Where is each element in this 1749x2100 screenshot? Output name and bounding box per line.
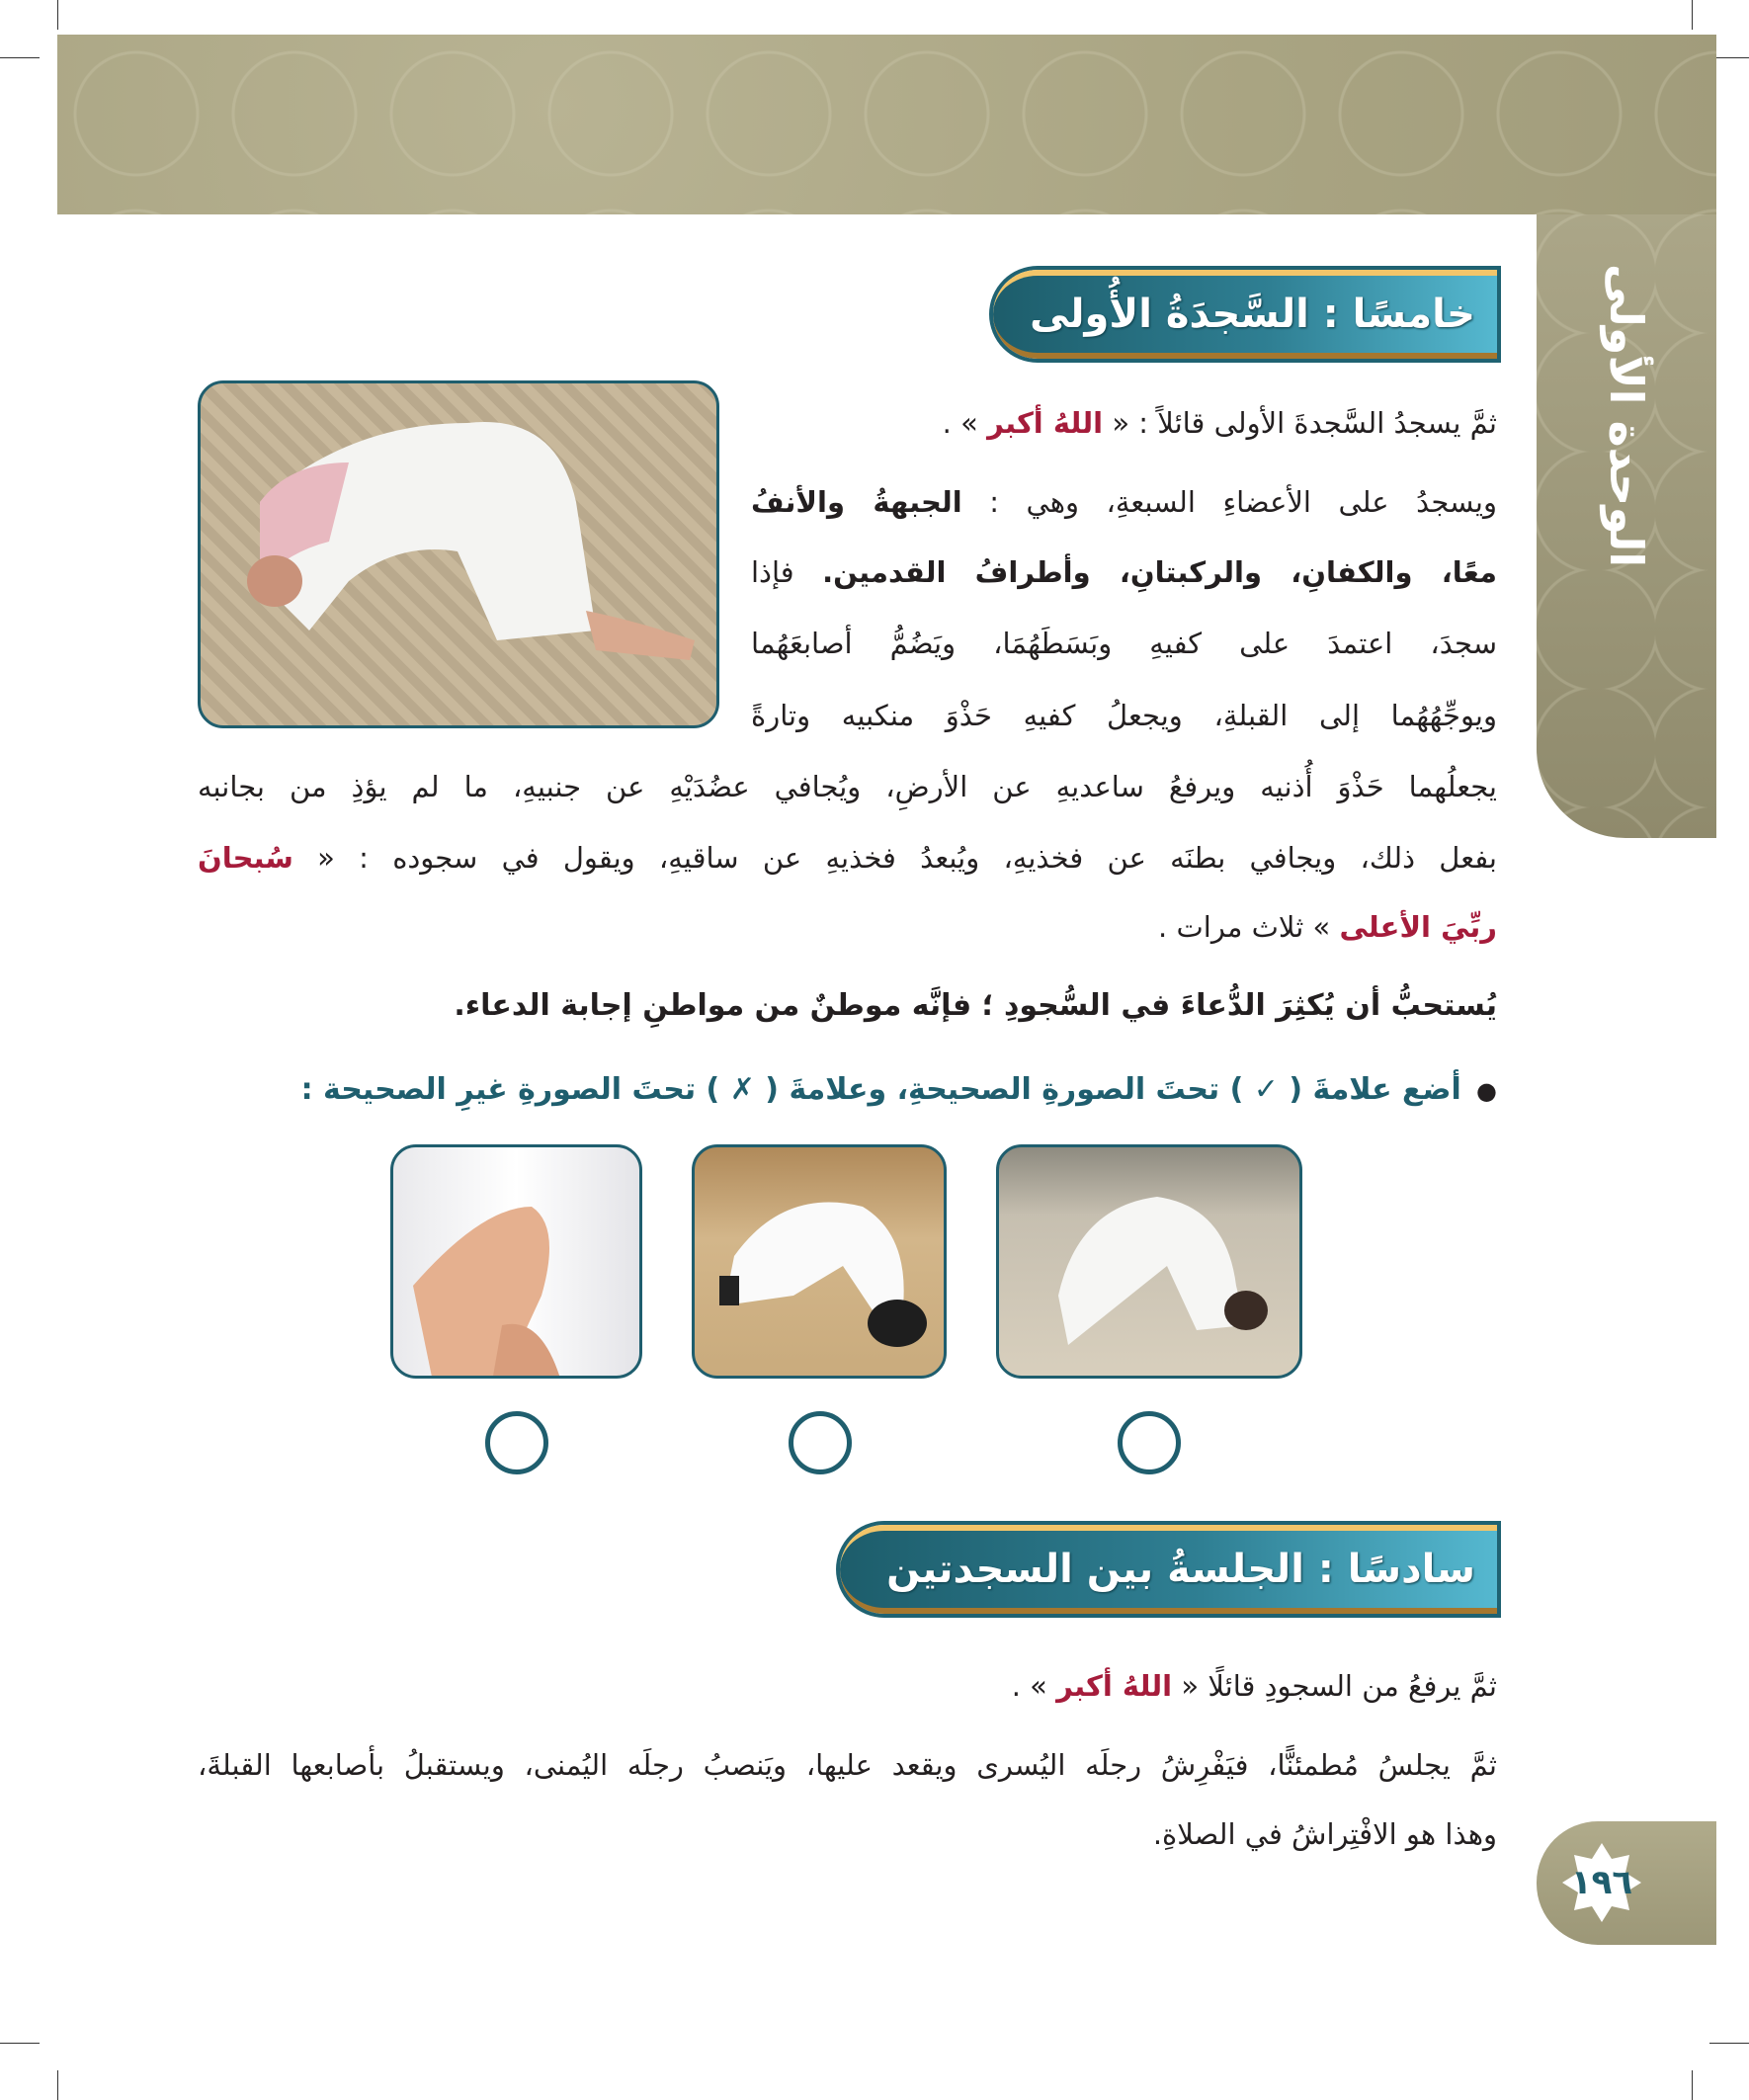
- praying-boy-illustration: [695, 1147, 947, 1379]
- crop-mark: [1709, 2043, 1749, 2044]
- crop-mark: [57, 0, 58, 30]
- crop-mark: [57, 2070, 58, 2100]
- text-line: ربِّيَ الأعلى » ثلاث مرات .: [1158, 910, 1497, 944]
- text-line: ثمَّ يرفعُ من السجودِ قائلًا « اللهُ أكبر » .: [1011, 1669, 1497, 1703]
- exercise-instruction: ● أضع علامةَ ( ✓ ) تحتَ الصورةِ الصحيحةِ، وعلامةَ ( ✗ ) تحتَ الصورةِ غيرِ الصحيحة :: [300, 1072, 1497, 1107]
- bullet-icon: ●: [1460, 1077, 1497, 1105]
- heading-text: خامسًا : السَّجدَةُ الأُولى: [1030, 292, 1475, 337]
- note-text: يُستحبُّ أن يُكثِرَ الدُّعاءَ في السُّجودِ ؛ فإنَّه موطنٌ من مواطنِ إجابة الدعاء.: [454, 988, 1497, 1023]
- text-line: معًا، والكفانِ، والركبتانِ، وأطرافُ القدمين. فإذا: [751, 555, 1497, 589]
- crop-mark: [1692, 2070, 1693, 2100]
- text-line: ويسجدُ على الأعضاءِ السبعةِ، وهي : الجبهةُ والأنفُ: [751, 485, 1497, 519]
- section-heading-sitting-between-prostrations: [840, 1525, 1497, 1614]
- prostration-photo: [198, 380, 719, 728]
- text-line: ويوجِّهُهُما إلى القبلةِ، ويجعلُ كفيهِ حَذْوَ منكبيه وتارةً: [751, 699, 1497, 732]
- text-line: سجدَ، اعتمدَ على كفيهِ وبَسَطَهُمَا، ويَضُمُّ أصابعَهُما: [751, 627, 1497, 660]
- text-line: ثمَّ يسجدُ السَّجدةَ الأولى قائلاً : « اللهُ أكبر » .: [942, 406, 1497, 440]
- text-line: ثمَّ يجلسُ مُطمئنًّا، فيَفْرِشُ رجلَه اليُسرى ويقعد عليها، ويَنصبُ رجلَه اليُمنى، ويستقبلُ بأصابعها القبلةَ،: [198, 1748, 1497, 1782]
- answer-circle-3[interactable]: [1118, 1411, 1181, 1474]
- answer-circle-1[interactable]: [485, 1411, 548, 1474]
- unit-side-tab: [1537, 214, 1716, 838]
- praying-man-illustration: [999, 1147, 1302, 1379]
- unit-title: الوحدة الأولى: [1600, 264, 1653, 568]
- exercise-photo-prostration-3: [996, 1144, 1302, 1379]
- exercise-photo-feet: [390, 1144, 642, 1379]
- text-line: يجعلُهما حَذْوَ أُذنيه ويرفعُ ساعديهِ عن الأرضِ، ويُجافي عضُدَيْهِ عن جنبيهِ، ما لم يؤذِ من بجانبه: [198, 770, 1497, 803]
- heading-text: سادسًا : الجلسةُ بين السجدتين: [886, 1547, 1475, 1592]
- praying-man-illustration: [201, 383, 719, 728]
- crop-mark: [1692, 0, 1693, 30]
- text-line: بفعل ذلك، ويجافي بطنَه عن فخذيهِ، ويُبعدُ فخذيهِ عن ساقيهِ، ويقول في سجوده : « سُبحانَ: [198, 841, 1497, 875]
- text-line: وهذا هو الافْتِراشُ في الصلاةِ.: [1152, 1817, 1497, 1851]
- answer-circle-2[interactable]: [789, 1411, 852, 1474]
- exercise-photo-prostration-2: [692, 1144, 947, 1379]
- top-banner: [57, 35, 1716, 214]
- feet-illustration: [393, 1147, 642, 1379]
- section-heading-first-prostration: [993, 270, 1497, 359]
- page-number: ١٩٦: [1570, 1863, 1633, 1902]
- crop-mark: [0, 2043, 40, 2044]
- page-number-tab: [1537, 1821, 1716, 1945]
- crop-mark: [0, 57, 40, 58]
